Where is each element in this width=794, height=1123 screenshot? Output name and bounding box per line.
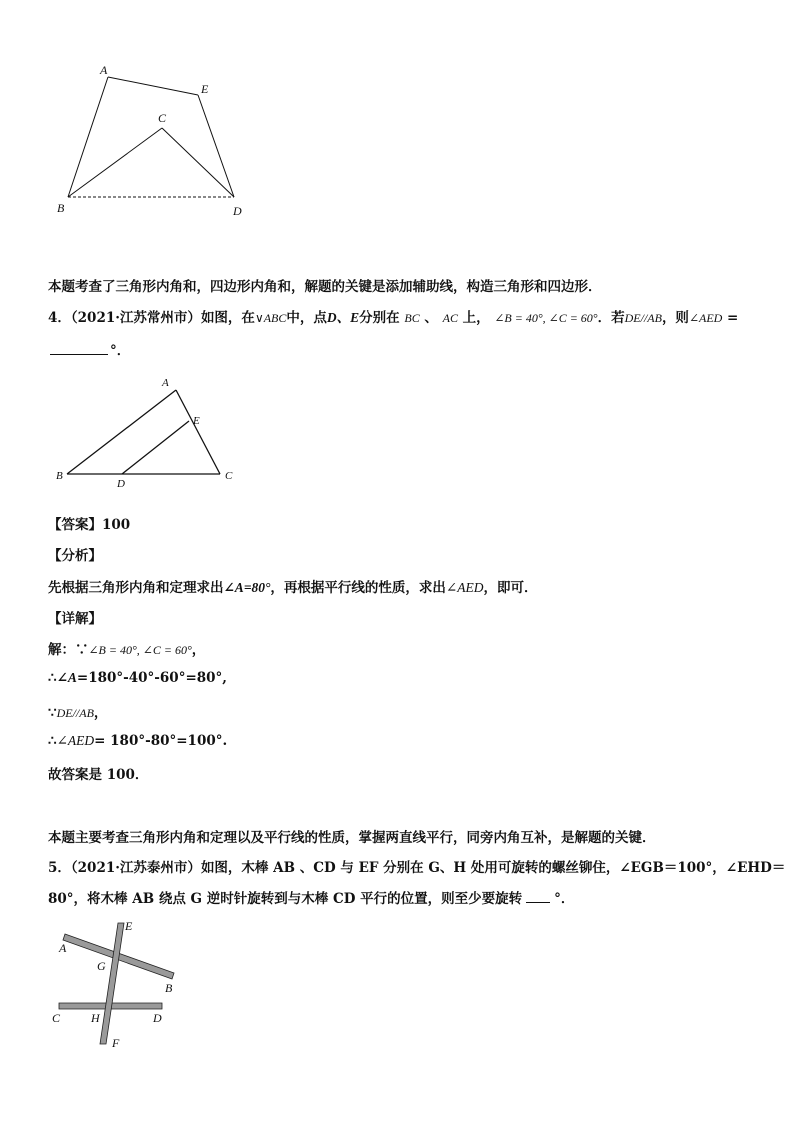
label-B: B [165,981,173,995]
q4-angles: ∠B = 40°, ∠C = 60° [494,311,598,325]
label-C: C [158,111,167,125]
q4-text: ．若 [597,310,625,326]
label-E: E [193,415,200,427]
detail-rest: = 180°-80°=100°. [94,733,228,749]
analysis-text-b: ，再根据平行线的性质，求出 [270,580,446,596]
q4-text: 如图，在 [200,310,255,326]
label-D: D [153,1011,162,1025]
detail-parallel: DE//AB [56,706,94,720]
label-E: E [125,919,133,933]
q4-eq: = [727,310,739,326]
label-E: E [201,82,209,96]
detail-prefix: ∵ [48,705,57,721]
analysis-text-c: ，即可． [483,580,538,596]
label-B: B [57,201,65,215]
q4-triangle: ∨ABC [254,311,287,325]
q4-target-angle: ∠AED [688,311,723,325]
q4-text: 中，点 [286,310,327,326]
answer-label: 【答案】 [48,517,102,533]
detail-prefix: ∴ [48,733,57,749]
answer-value: 100 [102,517,131,533]
summary-q3: 本题考查了三角形内角和，四边形内角和，解题的关键是添加辅助线，构造三角形和四边形． [48,279,602,295]
analysis-angle-a: ∠A=80° [223,580,271,595]
q5-source: （2021·江苏泰州市） [70,860,201,876]
label-D: D [117,478,125,490]
q5-tail: °． [554,891,575,907]
label-C: C [225,470,233,482]
detail-line-5: 故答案是 100． [48,767,149,783]
q4-text: 分别在 [359,310,400,326]
stick-EF [100,923,124,1044]
detail-prefix: ∴ [48,670,57,686]
q4-text: ，则 [661,310,689,326]
q4-text: 上， [462,310,490,326]
label-A: A [59,941,67,955]
detail-suffix: ， [93,705,108,721]
analysis-aed: ∠AED [445,580,484,595]
detail-label: 【详解】 [48,611,102,627]
q5-text-1: 如图，木棒 AB 、CD 与 EF 分别在 G、H 处用可旋转的螺丝铆住，∠EGB＝100°，∠EHD＝ [200,860,786,876]
q4-parallel: DE//AB [624,311,662,325]
q4-sep: 、 [424,310,438,326]
q4-seg-bc: BC [404,311,420,325]
q4-seg-ac: AC [442,311,458,325]
q4-points: D、E [326,310,360,325]
label-D: D [233,204,242,218]
detail-aed: ∠AED [56,733,95,748]
q4-source: （2021·江苏常州市） [70,310,201,326]
analysis-text-a: 先根据三角形内角和定理求出 [48,580,224,596]
label-G: G [97,959,106,973]
label-A: A [162,377,169,389]
label-F: F [112,1036,120,1050]
label-H: H [91,1011,100,1025]
summary-q4: 本题主要考查三角形内角和定理以及平行线的性质，掌握两直线平行，同旁内角互补，是解题的关键． [48,830,656,846]
q5-number: 5． [48,860,71,876]
detail-rest: =180°-40°-60°=80°, [76,670,227,686]
label-A: A [100,63,108,77]
label-C: C [52,1011,61,1025]
detail-angle-a: ∠A [56,670,77,685]
detail-suffix: ， [191,642,206,658]
detail-prefix: 解：∵ [48,642,89,658]
label-B: B [56,470,63,482]
q4-tail: °． [110,343,131,359]
q4-number: 4． [48,310,71,326]
detail-angles: ∠B = 40°, ∠C = 60° [88,643,192,657]
q5-text-2: 80°，将木棒 AB 绕点 G 逆时针旋转到与木棒 CD 平行的位置，则至少要旋转 [48,891,523,907]
analysis-label: 【分析】 [48,548,102,564]
